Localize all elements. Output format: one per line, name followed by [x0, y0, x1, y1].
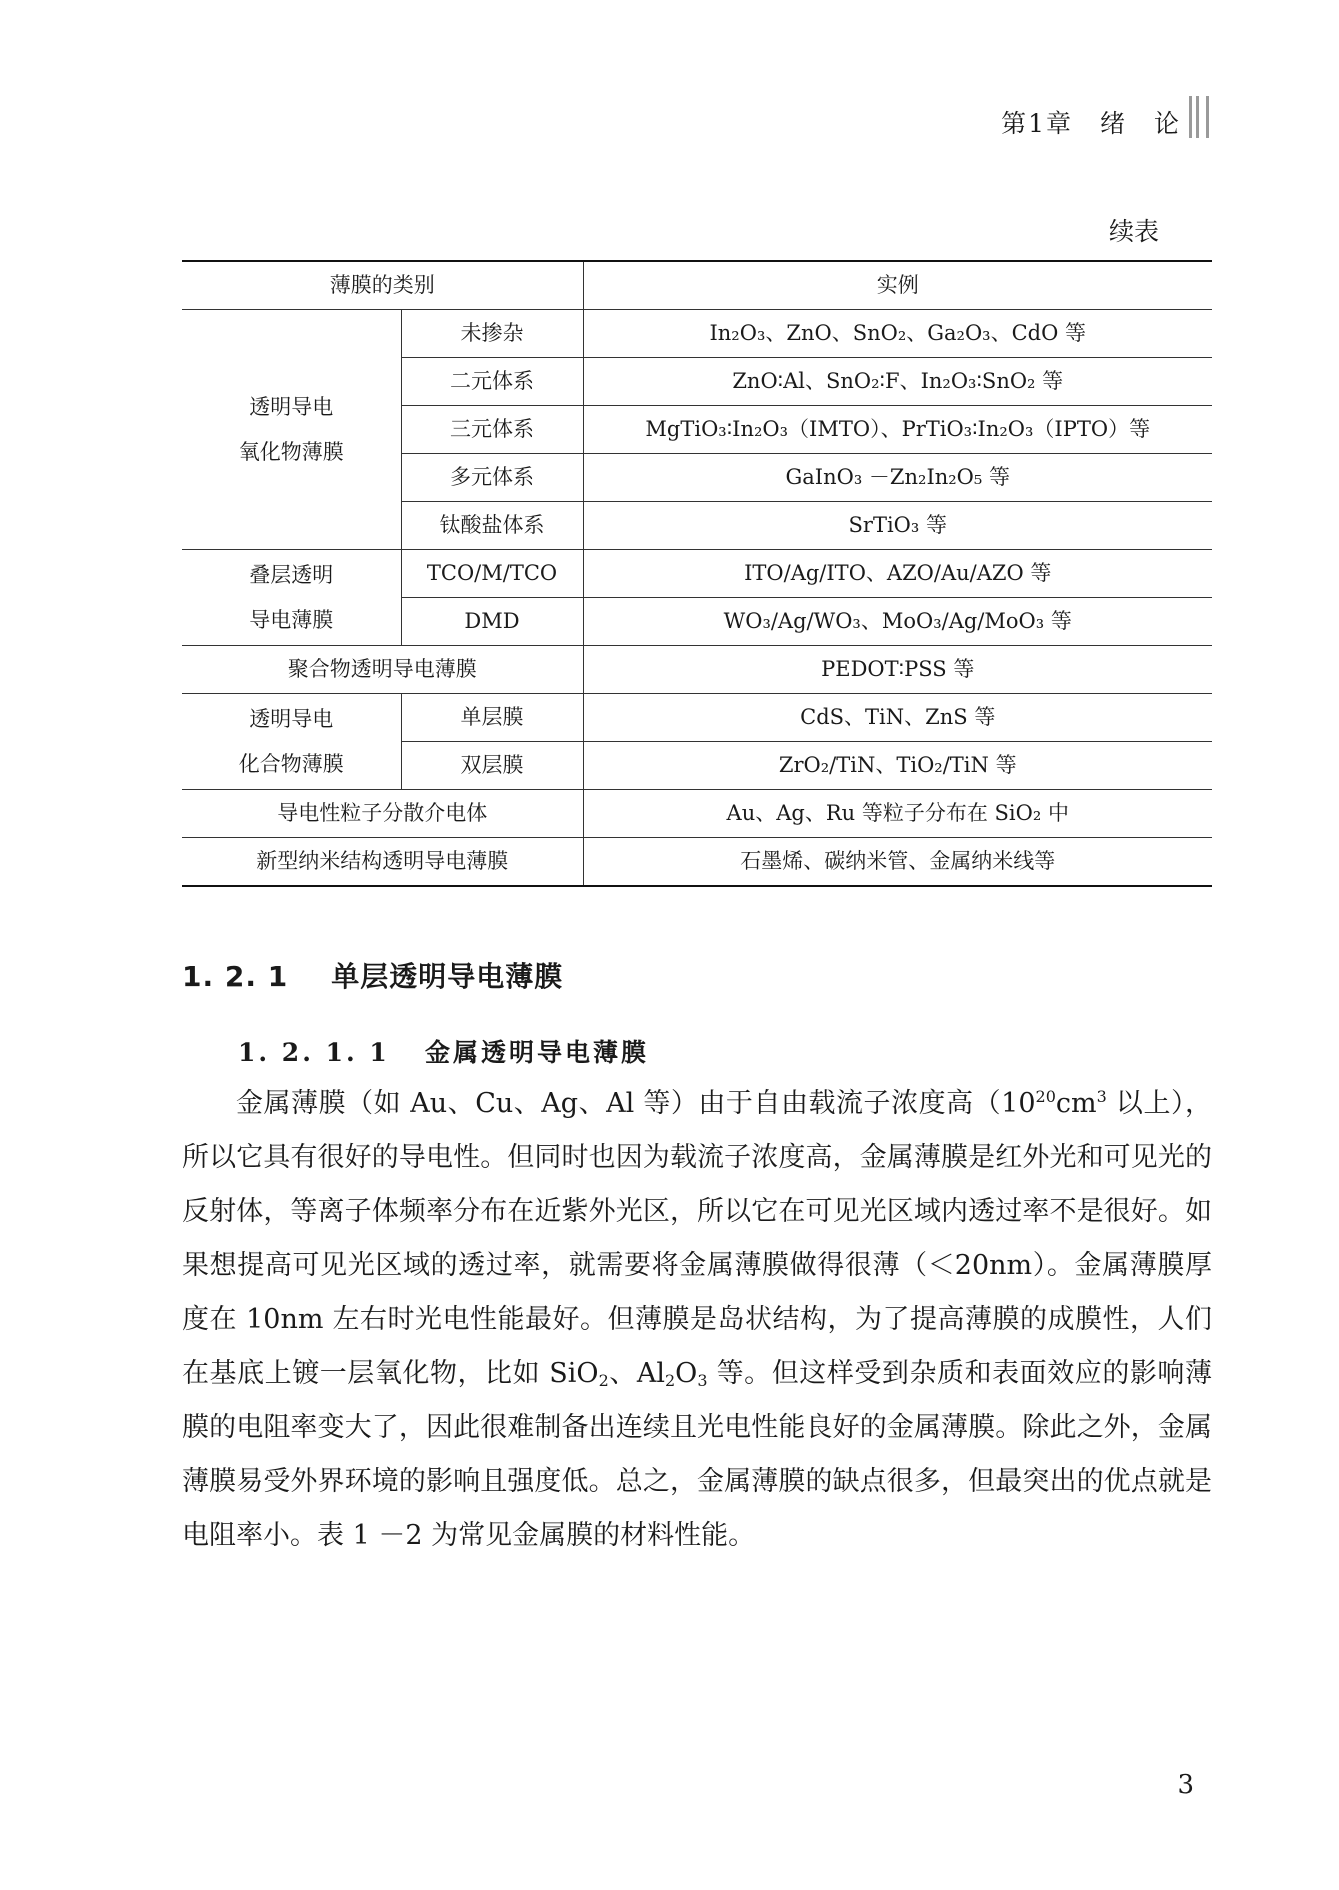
group-name-nano: 新型纳米结构透明导电薄膜 — [182, 838, 583, 887]
group-name-line: 化合物薄膜 — [238, 751, 344, 776]
film-category-table — [182, 260, 1212, 887]
example-cell: ITO/Ag/ITO、AZO/Au/AZO 等 — [583, 550, 1212, 598]
section-number: 1. 2. 1 — [182, 960, 289, 993]
text-run: 、Al — [608, 1358, 665, 1389]
example-cell: ZrO₂/TiN、TiO₂/TiN 等 — [583, 742, 1212, 790]
example-cell: Au、Ag、Ru 等粒子分布在 SiO₂ 中 — [583, 790, 1212, 838]
subtype-cell: 多元体系 — [401, 454, 583, 502]
subscript: 2 — [664, 1371, 676, 1390]
group-name-line: 导电薄膜 — [249, 607, 334, 632]
group-name-line: 氧化物薄膜 — [238, 439, 344, 464]
text-run: 以上），所以它具有很好的导电性。但同时也因为载流子浓度高，金属薄膜是红外光和可见光的反射体，等离子体频率分布在近紫外光区，所以它在可见光区域内透过率不是很好。如果想提高可见光区域的透过率，就需要将金属薄膜做得很薄（＜20nm）。金属薄膜厚度在 10nm 左右时光电性能最好。但薄膜是岛状结构，为了提高薄膜的成膜性，人们在基底上镀一层氧化物，比如 SiO — [182, 1088, 1212, 1389]
group-name-line: 透明导电 — [249, 395, 334, 420]
example-cell: GaInO₃ －Zn₂In₂O₅ 等 — [583, 454, 1212, 502]
table-row — [182, 694, 1212, 742]
section-heading — [182, 955, 563, 995]
header-example: 实例 — [876, 273, 919, 298]
header-category: 薄膜的类别 — [182, 261, 583, 310]
continued-label: 续表 — [1108, 217, 1159, 246]
subtype-cell: 二元体系 — [401, 358, 583, 406]
subsection-heading — [238, 1033, 649, 1069]
group-name-tco — [182, 310, 401, 550]
subsection-title: 金属透明导电薄膜 — [424, 1038, 649, 1067]
page-number: 3 — [1177, 1770, 1194, 1800]
section-title: 单层透明导电薄膜 — [331, 960, 564, 993]
subscript: 2 — [598, 1371, 609, 1390]
text-run: O — [675, 1358, 698, 1389]
example-cell: MgTiO₃∶In₂O₃（IMTO）、PrTiO₃∶In₂O₃（IPTO）等 — [583, 406, 1212, 454]
subtype-cell: TCO/M/TCO — [401, 550, 583, 598]
body-text — [182, 1077, 1212, 1563]
table-row — [182, 550, 1212, 598]
table-row — [182, 838, 1212, 887]
example-cell: In₂O₃、ZnO、SnO₂、Ga₂O₃、CdO 等 — [583, 310, 1212, 358]
example-cell: ZnO∶Al、SnO₂∶F、In₂O₃∶SnO₂ 等 — [583, 358, 1212, 406]
group-name-compound — [182, 694, 401, 790]
group-name-dispersed: 导电性粒子分散介电体 — [182, 790, 583, 838]
example-cell: 石墨烯、碳纳米管、金属纳米线等 — [583, 838, 1212, 887]
subscript: 3 — [697, 1371, 708, 1390]
table-row — [182, 310, 1212, 358]
table-header-row — [182, 261, 1212, 310]
subtype-cell: 单层膜 — [401, 694, 583, 742]
subtype-cell: 三元体系 — [401, 406, 583, 454]
subsection-number: 1. 2. 1. 1 — [238, 1038, 390, 1067]
subtype-cell: DMD — [401, 598, 583, 646]
group-name-laminated — [182, 550, 401, 646]
header-bar-decoration — [1189, 96, 1209, 138]
table-row — [182, 646, 1212, 694]
example-cell: PEDOT∶PSS 等 — [583, 646, 1212, 694]
subtype-cell: 钛酸盐体系 — [401, 502, 583, 550]
example-cell: CdS、TiN、ZnS 等 — [583, 694, 1212, 742]
example-cell: WO₃/Ag/WO₃、MoO₃/Ag/MoO₃ 等 — [583, 598, 1212, 646]
paragraph — [182, 1077, 1212, 1563]
group-name-line: 叠层透明 — [249, 563, 334, 588]
subtype-cell: 未掺杂 — [401, 310, 583, 358]
group-name-line: 透明导电 — [249, 707, 334, 732]
text-run: cm — [1055, 1088, 1097, 1119]
group-name-polymer: 聚合物透明导电薄膜 — [182, 646, 583, 694]
table-row — [182, 790, 1212, 838]
running-head: 第1章 绪 论 — [1001, 109, 1181, 138]
text-run: 金属薄膜（如 Au、Cu、Ag、Al 等）由于自由载流子浓度高（10 — [236, 1088, 1036, 1119]
subtype-cell: 双层膜 — [401, 742, 583, 790]
example-cell: SrTiO₃ 等 — [583, 502, 1212, 550]
superscript: 3 — [1096, 1087, 1107, 1106]
superscript: 20 — [1035, 1087, 1056, 1106]
text-run: 等。但这样受到杂质和表面效应的影响薄膜的电阻率变大了，因此很难制备出连续且光电性能良好的金属薄膜。除此之外，金属薄膜易受外界环境的影响且强度低。总之，金属薄膜的缺点很多，但最突出的优点就是电阻率小。表 1 －2 为常见金属膜的材料性能。 — [182, 1358, 1212, 1551]
